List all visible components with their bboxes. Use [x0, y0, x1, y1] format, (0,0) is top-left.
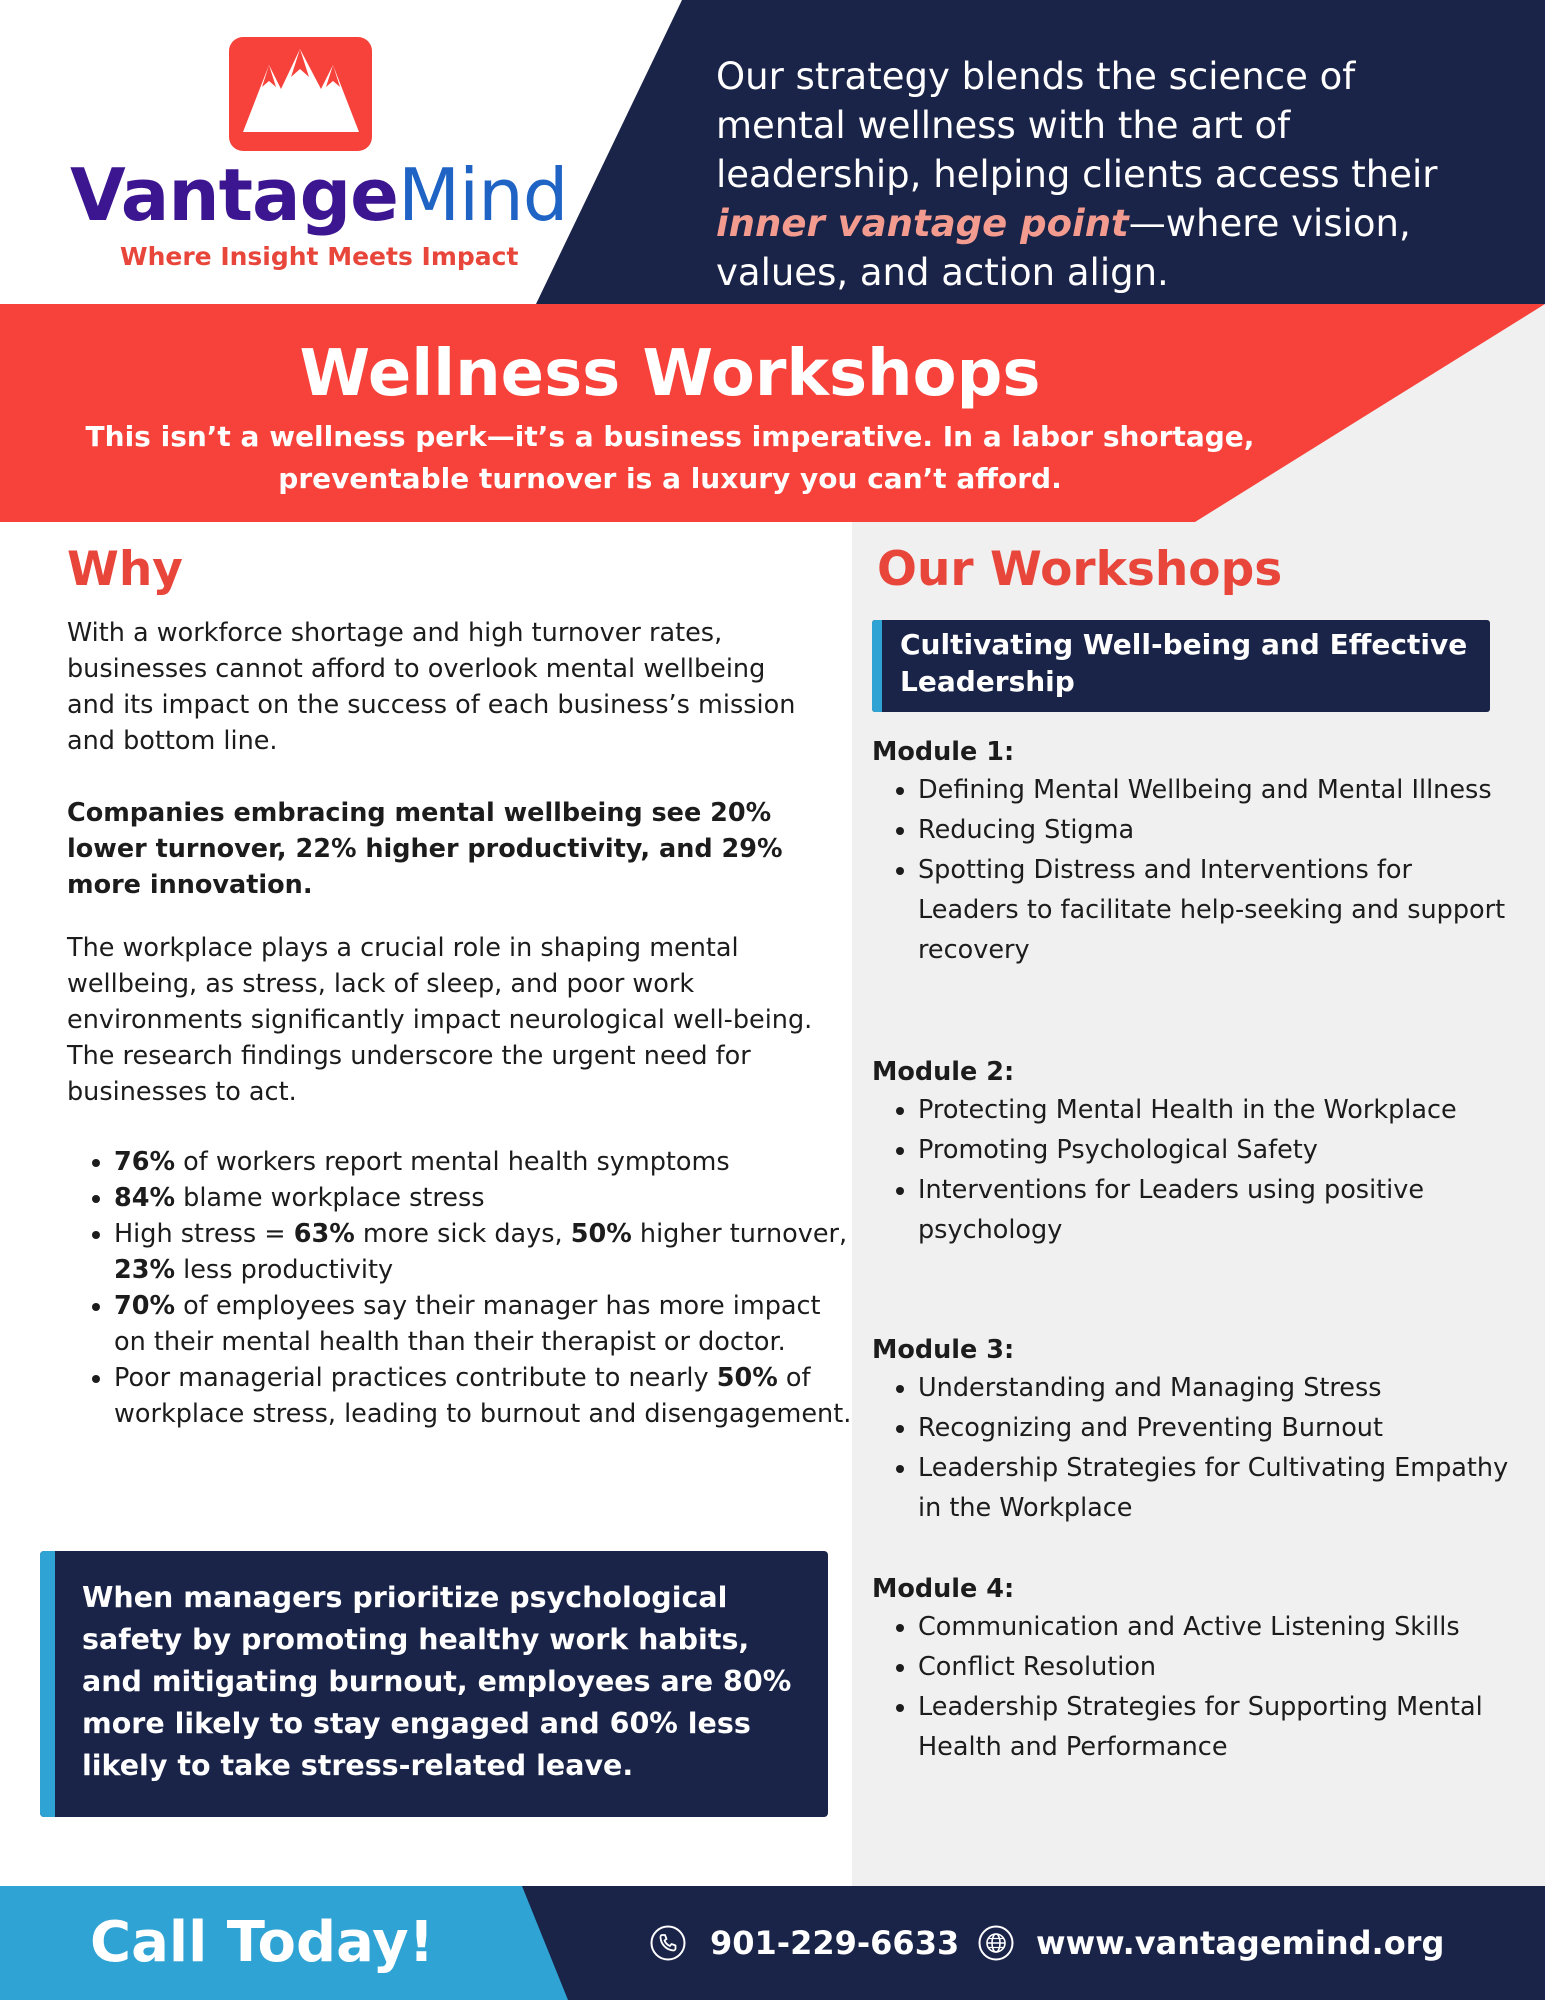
program-accent-bar — [872, 620, 882, 712]
mountain-logo-icon — [229, 37, 372, 151]
strategy-text-before: Our strategy blends the science of mental wellness with the art of leadership, helping clients access their — [716, 55, 1438, 196]
stat-value: 50% — [570, 1219, 632, 1249]
why-paragraph-1: With a workforce shortage and high turnover rates, businesses cannot afford to overlook mental wellbeing and its impact on the success of each business’s mission and bottom line. — [67, 618, 796, 756]
module-item: • Promoting Psychological Safety — [918, 1130, 1512, 1170]
stat-text: of employees say their manager has more impact on their mental health than their therapist or doctor. — [114, 1291, 821, 1357]
program-title-box — [872, 620, 1490, 712]
banner-title: Wellness Workshops — [299, 337, 1041, 411]
module-item: • Communication and Active Listening Skills — [918, 1607, 1512, 1647]
module-item: • Defining Mental Wellbeing and Mental Illness — [918, 770, 1512, 810]
callout-box — [40, 1551, 828, 1817]
module-items — [872, 770, 1512, 970]
strategy-highlight: inner vantage point — [716, 202, 1129, 245]
module-item: • Spotting Distress and Interventions for Leaders to facilitate help-seeking and support recovery — [918, 850, 1512, 970]
banner-subtitle — [60, 416, 1280, 500]
stat-text: more sick days, — [354, 1219, 571, 1249]
stat-text: of workplace stress, leading to burnout and disengagement. — [114, 1363, 852, 1429]
module-title: Module 3: — [872, 1335, 1015, 1365]
stat-value: 76% — [114, 1147, 176, 1177]
strategy-text-after: —where vision, values, and action align. — [716, 202, 1411, 294]
website-link[interactable]: www.vantagemind.org — [1036, 1924, 1445, 1962]
module-item: • Interventions for Leaders using positive psychology — [918, 1170, 1512, 1250]
module-4 — [872, 1571, 1512, 1767]
stat-text: higher turnover, — [631, 1219, 848, 1249]
why-paragraph-2: Companies embracing mental wellbeing see 20% lower turnover, 22% higher productivity, and 29% more innovation. — [67, 798, 783, 900]
phone-icon — [650, 1925, 686, 1961]
banner-subtitle-line2: preventable turnover is a luxury you can’t afford. — [278, 462, 1062, 495]
phone-number-link[interactable]: 901-229-6633 — [710, 1924, 960, 1962]
module-item: • Conflict Resolution — [918, 1647, 1512, 1687]
stat-value: 70% — [114, 1291, 176, 1321]
stat-value: 50% — [716, 1363, 778, 1393]
stat-item — [114, 1144, 854, 1180]
module-item: • Understanding and Managing Stress — [918, 1368, 1512, 1408]
module-1 — [872, 734, 1512, 970]
program-title: Cultivating Well-being and Effective Leadership — [900, 628, 1468, 698]
stat-value: 63% — [293, 1219, 355, 1249]
module-item: • Leadership Strategies for Supporting Mental Health and Performance — [918, 1687, 1512, 1767]
module-items — [872, 1607, 1512, 1767]
brand-name-part2: Mind — [398, 153, 568, 237]
globe-icon — [978, 1925, 1014, 1961]
callout-accent-bar — [40, 1551, 55, 1817]
call-today-text: Call Today! — [90, 1910, 435, 1975]
workshops-heading: Our Workshops — [877, 542, 1283, 597]
brand-tagline: Where Insight Meets Impact — [120, 242, 519, 271]
stat-value: 23% — [114, 1255, 176, 1285]
brand-name — [70, 152, 567, 238]
stat-item — [114, 1360, 854, 1432]
stat-text: less productivity — [175, 1255, 394, 1285]
module-items — [872, 1368, 1512, 1528]
stat-text: High stress = — [114, 1219, 294, 1249]
why-heading: Why — [67, 542, 183, 597]
module-items — [872, 1090, 1512, 1250]
module-title: Module 4: — [872, 1574, 1015, 1604]
stat-item — [114, 1180, 854, 1216]
strategy-statement — [716, 52, 1496, 297]
module-item: • Recognizing and Preventing Burnout — [918, 1408, 1512, 1448]
callout-text: When managers prioritize psychological safety by promoting healthy work habits, and mitigating burnout, employees are 80% more likely to stay engaged and 60% less likely to take stress-related leave. — [82, 1581, 792, 1782]
why-paragraph-3: The workplace plays a crucial role in shaping mental wellbeing, as stress, lack of sleep, and poor work environments significantly impact neurological well-being. The research findings underscore the urgent need for businesses to act. — [67, 933, 813, 1107]
stat-item — [114, 1288, 854, 1360]
module-title: Module 2: — [872, 1057, 1015, 1087]
stat-text: blame workplace stress — [175, 1183, 485, 1213]
stat-text: Poor managerial practices contribute to nearly — [114, 1363, 717, 1393]
stat-text: of workers report mental health symptoms — [175, 1147, 730, 1177]
module-title: Module 1: — [872, 737, 1015, 767]
module-item: • Leadership Strategies for Cultivating Empathy in the Workplace — [918, 1448, 1512, 1528]
stats-list — [66, 1144, 854, 1432]
module-item: • Reducing Stigma — [918, 810, 1512, 850]
banner-subtitle-line1: This isn’t a wellness perk—it’s a business imperative. In a labor shortage, — [85, 420, 1255, 453]
module-3 — [872, 1332, 1512, 1528]
module-2 — [872, 1054, 1512, 1250]
brand-name-part1: Vantage — [70, 153, 399, 237]
stat-item — [114, 1216, 854, 1288]
stat-value: 84% — [114, 1183, 176, 1213]
module-item: • Protecting Mental Health in the Workplace — [918, 1090, 1512, 1130]
